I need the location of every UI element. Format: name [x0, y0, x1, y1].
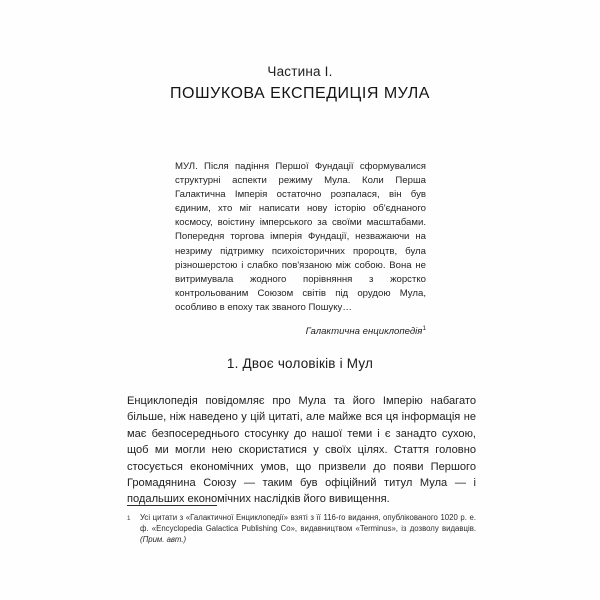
footnote-marker: 1 — [127, 515, 131, 522]
epigraph-source-title: Галактична енциклопедія — [305, 326, 423, 338]
footnote-block — [127, 512, 476, 546]
footnote-attribution: (Прим. авт.) — [140, 535, 187, 545]
chapter-heading: 1. Двоє чоловіків і Мул — [226, 356, 374, 371]
footnote-main-text: Усі цитати з «Галактичної Енциклопедії» взяті з її 116-го видання, опублікованого 1020 р. е. ф. «Encyclopedia Galactica Publishing Co», видавництвом «Terminus», із дозволу видавців. — [140, 513, 476, 534]
footnote-text — [140, 512, 476, 546]
epigraph-source — [175, 325, 426, 339]
footnote-reference-marker[interactable]: 1 — [422, 324, 426, 332]
part-title-block — [0, 62, 600, 105]
part-number: Частина I. — [267, 64, 333, 79]
part-name: ПОШУКОВА ЕКСПЕДИЦІЯ МУЛА — [170, 85, 430, 102]
epigraph-block — [175, 160, 426, 339]
body-paragraph: Енциклопедія повідомляє про Мула та його Імперію набагато більше, ніж наведено у цій цитаті, але майже вся ця інформація не має безпосереднього стосунку до нашої теми і є занадто сухою, щоб ми могли нею скористатися у своїх цілях. Стаття головно стосується економічних умов, що призвели до появи Першого Громадянина Союзу — таким був офіційний титул Мула — і подальших економічних наслідків його вивищення. — [127, 395, 476, 506]
epigraph-text: МУЛ. Після падіння Першої Фундації сформувалися структурні аспекти режиму Мула. Коли Перша Галактична Імперія остаточно розпалася, він був єдиним, хто міг написати нову історію об'єднаного космосу, воістину імперського за своїми масштабами. Попередня торгова імперія Фундації, незважаючи на незриму підтримку психоісторичних пророцтв, була різношерстою і слабко пов'язаною між собою. Вона не витримувала жодного порівняння з жорстко контрольованим Союзом світів під орудою Мула, особливо в епоху так званого Пошуку… — [175, 161, 426, 313]
body-block — [127, 393, 476, 508]
footnote-separator-rule — [127, 505, 217, 506]
